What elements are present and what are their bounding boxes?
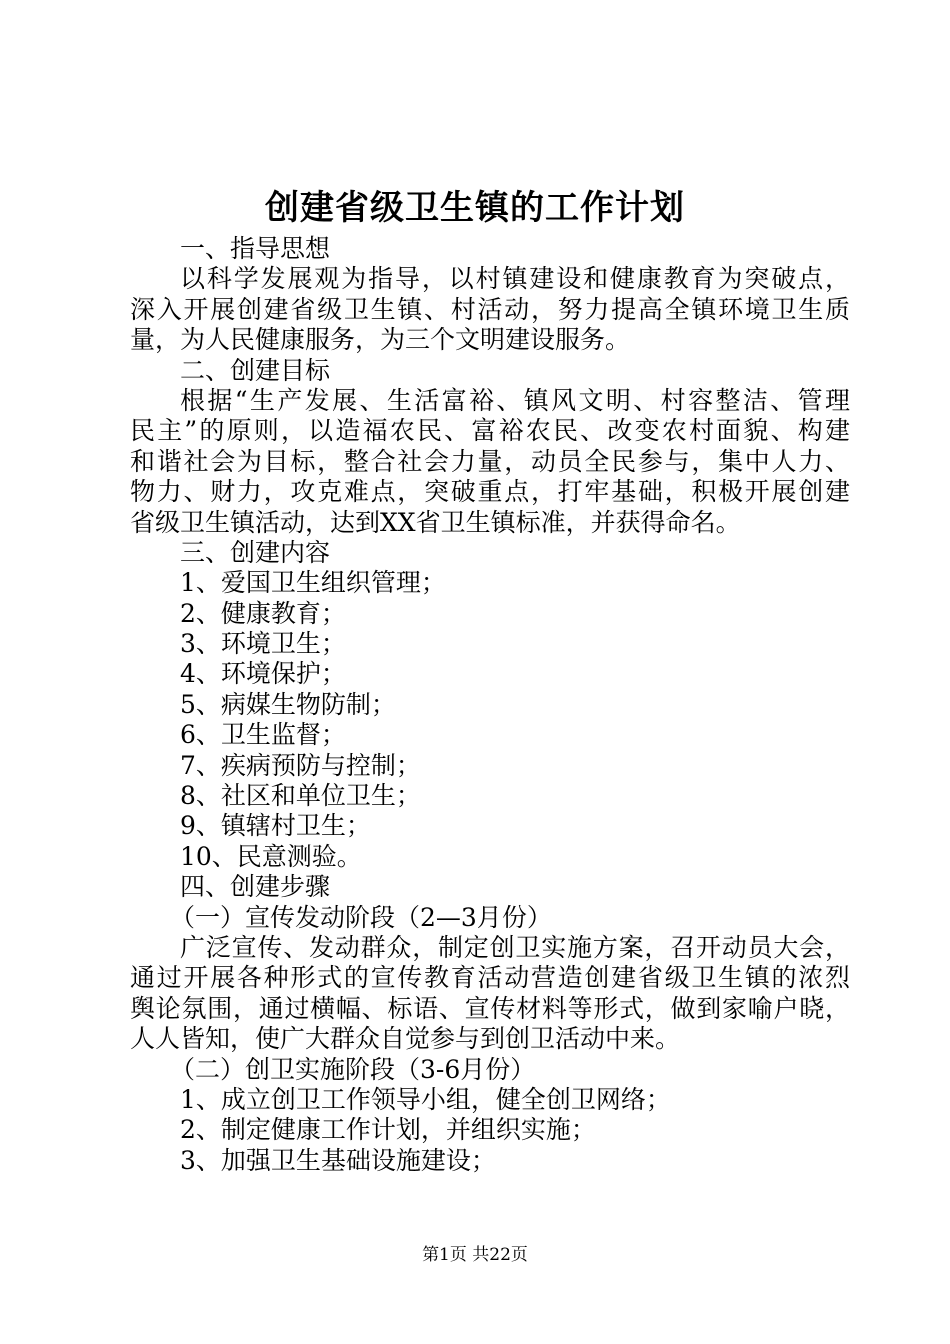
text-line: 物力、财力，攻克难点，突破重点，打牢基础，积极开展创建 <box>130 477 850 507</box>
text-line: 舆论氛围，通过横幅、标语、宣传材料等形式，做到家喻户晓， <box>130 993 850 1023</box>
text-line: 3、环境卫生； <box>180 629 346 659</box>
text-line: 2、健康教育； <box>180 598 346 628</box>
text-line: 量，为人民健康服务，为三个文明建设服务。 <box>130 325 631 355</box>
text-line: 人人皆知，使广大群众自觉参与到创卫活动中来。 <box>130 1024 681 1054</box>
text-line: 深入开展创建省级卫生镇、村活动，努力提高全镇环境卫生质 <box>130 294 850 324</box>
text-line: 和谐社会为目标，整合社会力量，动员全民参与，集中人力、 <box>130 446 850 476</box>
text-line: 6、卫生监督； <box>180 720 346 750</box>
text-line: 根据“生产发展、生活富裕、镇风文明、村容整洁、管理 <box>180 385 850 415</box>
text-line: 4、环境保护； <box>180 659 346 689</box>
text-line: 9、镇辖村卫生； <box>180 811 371 841</box>
text-line: 一、指导思想 <box>180 234 331 263</box>
text-line: （一）宣传发动阶段（2—3月份） <box>170 902 552 932</box>
text-line: 7、疾病预防与控制； <box>180 750 421 780</box>
text-line: 5、病媒生物防制； <box>180 689 396 719</box>
text-line: 1、爱国卫生组织管理； <box>180 568 446 598</box>
document-title: 创建省级卫生镇的工作计划 <box>265 188 685 228</box>
text-line: 二、创建目标 <box>180 355 331 385</box>
text-line: 1、成立创卫工作领导小组，健全创卫网络； <box>180 1084 671 1114</box>
text-line: 民主”的原则，以造福农民、富裕农民、改变农村面貌、构建 <box>130 416 850 446</box>
text-line: 三、创建内容 <box>180 537 331 567</box>
text-line: （二）创卫实施阶段（3-6月份） <box>170 1054 536 1084</box>
text-line: 10、民意测验。 <box>180 841 362 871</box>
text-line: 2、制定健康工作计划，并组织实施； <box>180 1115 596 1145</box>
text-line: 四、创建步骤 <box>180 872 331 902</box>
page-number-footer: 第1页 共22页 <box>422 1245 528 1265</box>
text-line: 通过开展各种形式的宣传教育活动营造创建省级卫生镇的浓烈 <box>130 963 850 993</box>
text-line: 8、社区和单位卫生； <box>180 781 421 811</box>
text-line: 以科学发展观为指导，以村镇建设和健康教育为突破点， <box>180 264 850 294</box>
text-line: 省级卫生镇活动，达到XX省卫生镇标准，并获得命名。 <box>130 507 741 537</box>
document-body <box>130 234 850 1176</box>
text-line: 3、加强卫生基础设施建设； <box>180 1145 496 1175</box>
text-line: 广泛宣传、发动群众，制定创卫实施方案，召开动员大会， <box>180 932 850 962</box>
